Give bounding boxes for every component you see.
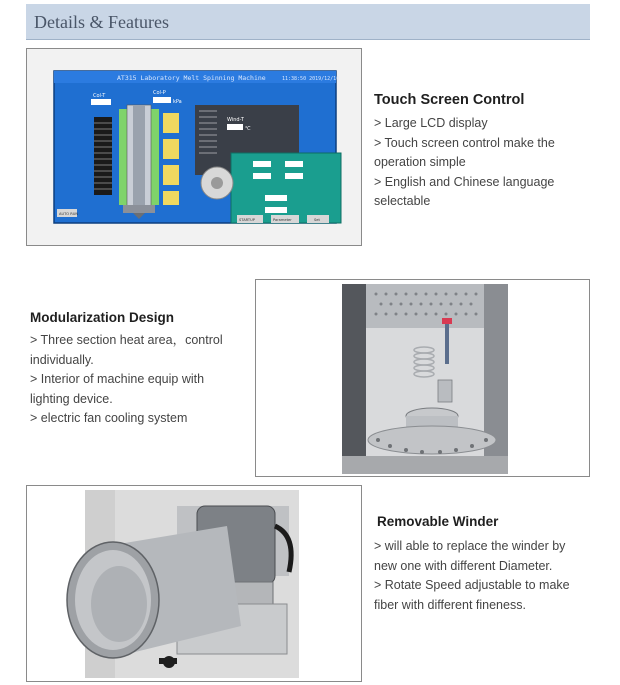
lcd-button-startup[interactable] [237, 215, 263, 223]
feature-item: > Touch screen control make the operation simple [374, 135, 555, 169]
svg-text:Set: Set [314, 218, 320, 222]
svg-text:STARTUP: STARTUP [239, 218, 255, 222]
feature-list [374, 537, 584, 615]
feature-touch-screen [374, 92, 584, 212]
red-nozzle [442, 318, 452, 324]
svg-text:AUTO RUN: AUTO RUN [59, 212, 79, 216]
section-header [26, 4, 590, 40]
winder-image-frame [26, 485, 362, 682]
feature-title: Removable Winder [377, 514, 499, 529]
lcd-button-set[interactable] [307, 215, 329, 223]
lcd-wind-label: Wind-T [227, 117, 244, 123]
heater-left-grid [94, 117, 112, 195]
feature-list [30, 331, 245, 429]
interior-image-frame [255, 279, 590, 477]
feature-list [374, 114, 584, 212]
feature-item: > Large LCD display [374, 116, 488, 130]
feature-title: Touch Screen Control [374, 92, 525, 108]
lcd-col-t-value [91, 99, 111, 105]
heater-right-blocks [163, 113, 179, 205]
lcd-col-p-value [153, 97, 171, 103]
svg-text:Parameter: Parameter [273, 218, 292, 222]
feature-item: > English and Chinese language selectable [374, 174, 555, 208]
touch-screen-image-frame [26, 48, 362, 246]
lcd-title: AT315 Laboratory Melt Spinning Machine [117, 74, 266, 82]
winder-image [27, 486, 361, 681]
lcd-col-p-label: Col-P [153, 90, 166, 96]
feature-removable-winder [374, 514, 584, 615]
feature-item: > electric fan cooling system [30, 411, 188, 425]
feature-modularization [30, 310, 245, 429]
feature-item: > Three section heat area，control individually. [30, 333, 223, 367]
lcd-button-auto-run[interactable] [57, 209, 78, 217]
lcd-wind-unit: ℃ [245, 126, 251, 132]
feature-item: > Interior of machine equip with lighting device. [30, 372, 205, 406]
feature-item: > will able to replace the winder by new one with different Diameter. [374, 539, 566, 573]
lcd-datetime: 11:38:50 2019/12/10 [282, 76, 340, 82]
lcd-col-t-label: Col-T [93, 93, 106, 99]
interior-image [256, 280, 589, 476]
section-title: Details & Features [34, 12, 169, 32]
spinning-barrel [119, 105, 159, 219]
perforated-plate [368, 426, 496, 454]
feature-item: > Rotate Speed adjustable to make fiber with different fineness. [374, 578, 570, 612]
feature-title: Modularization Design [30, 310, 175, 325]
lcd-wind-value [227, 124, 243, 130]
lcd-button-parameter[interactable] [271, 215, 299, 223]
lcd-kpa-unit: kPa [173, 99, 182, 105]
touch-screen-image [27, 49, 361, 245]
